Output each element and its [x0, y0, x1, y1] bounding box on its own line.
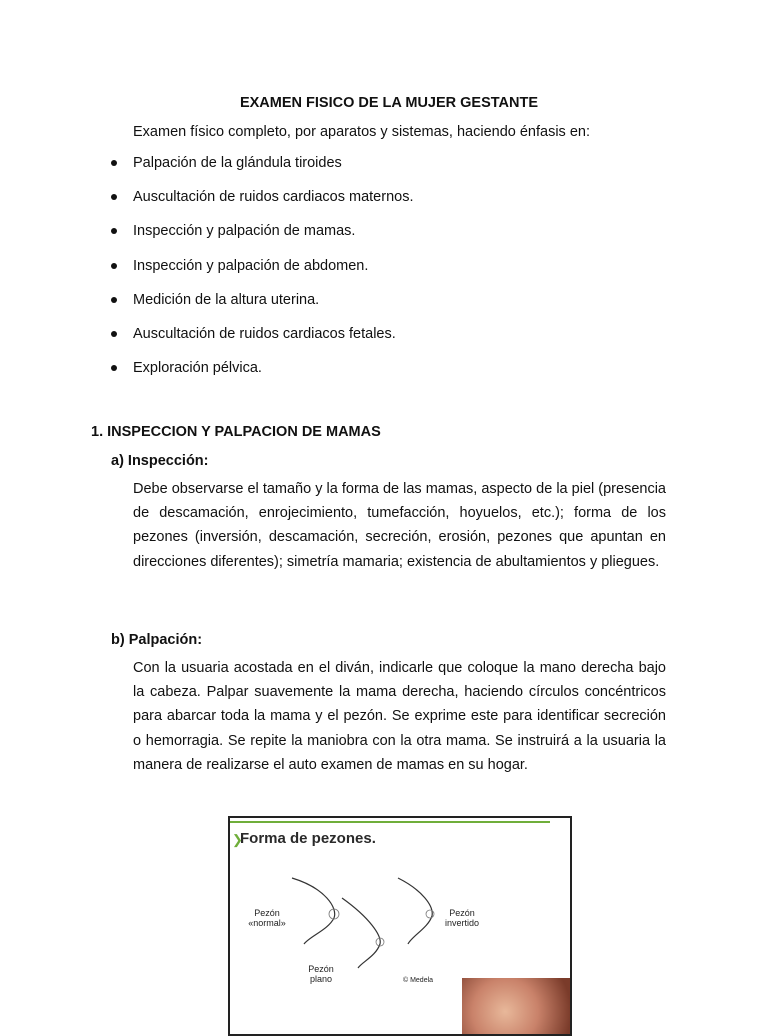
document-page: EXAMEN FISICO DE LA MUJER GESTANTE Examen físico completo, por aparatos y sistemas, haciendo énfasis en: Palpación de la glándula tiroides Auscultación de ruidos cardiacos maternos. Inspección y palpación de mamas. Inspección y palpación de abdomen. Medición de la altura uterina. Auscultación de ruidos cardiacos fetales. Exploración pélvica. 1. INSPECCION Y PALPACION DE MAMAS a) Inspección: Debe observarse el tamaño y la forma de las mamas, aspecto de la piel (presencia de descamación, enrojecimiento, tumefacción, hoyuelos, etc.); forma de los pezones (inversión, descamación, secreción, erosión, pezones que apuntan en direcciones diferentes); simetría mamaria; existencia de abultamientos y pliegues. b) Palpación: Con la usuaria acostada en el diván, indicarle que coloque la mano derecha bajo la cabeza. Palpar suavemente la mama derecha, haciendo círculos concéntricos para abarcar toda la mama y el pezón. Se exprime este para identificar secreción o hemorragia. Se repite la maniobra con la otra mama. Se instruirá a la usuaria la manera de realizarse el auto examen de mamas en su hogar. ❯ Forma de pezones. Pezón «normal» Pezón plano Pezón invertido © Medela: [0, 0, 768, 1024]
bullet-icon: [111, 331, 117, 337]
label-pezon-plano: Pezón plano: [308, 964, 334, 984]
section-heading: 1. INSPECCION Y PALPACION DE MAMAS: [91, 424, 381, 440]
subheading-palpacion: b) Palpación:: [111, 632, 203, 648]
label-pezon-normal: Pezón «normal»: [248, 908, 286, 928]
subheading-inspeccion: a) Inspección:: [111, 453, 209, 469]
figure-credit: © Medela: [402, 977, 434, 984]
intro-text: Examen físico completo, por aparatos y sistemas, haciendo énfasis en:: [133, 124, 590, 140]
bullet-icon: [111, 194, 117, 200]
label-pezon-invertido: Pezón invertido: [444, 908, 480, 928]
bullet-icon: [111, 228, 117, 234]
nipple-shapes-figure: [228, 816, 572, 1036]
photo-inset: [462, 978, 570, 1034]
leaf-icon: ❯: [232, 832, 243, 847]
paragraph-inspeccion: Debe observarse el tamaño y la forma de las mamas, aspecto de la piel (presencia de descamación, enrojecimiento, tumefacción, hoyuelos, etc.); forma de los pezones (inversión, descamación, secreción, erosión, pezones que apuntan en direcciones diferentes); simetría mamaria; existencia de abultamientos y pliegues.: [133, 481, 666, 570]
bullet-icon: [111, 160, 117, 166]
page-title: EXAMEN FISICO DE LA MUJER GESTANTE: [239, 95, 539, 111]
paragraph-palpacion: Con la usuaria acostada en el diván, indicarle que coloque la mano derecha bajo la cabeza. Palpar suavemente la mama derecha, haciendo círculos concéntricos para abarcar toda la mama y el pezón. Se exprime este para identificar secreción o hemorragia. Se repite la maniobra con la otra mama. Se instruirá a la usuaria la manera de realizarse el auto examen de mamas en su hogar.: [133, 660, 666, 773]
bullet-icon: [111, 365, 117, 371]
bullet-icon: [111, 297, 117, 303]
bullet-icon: [111, 263, 117, 269]
figure-title: Forma de pezones.: [240, 830, 376, 847]
